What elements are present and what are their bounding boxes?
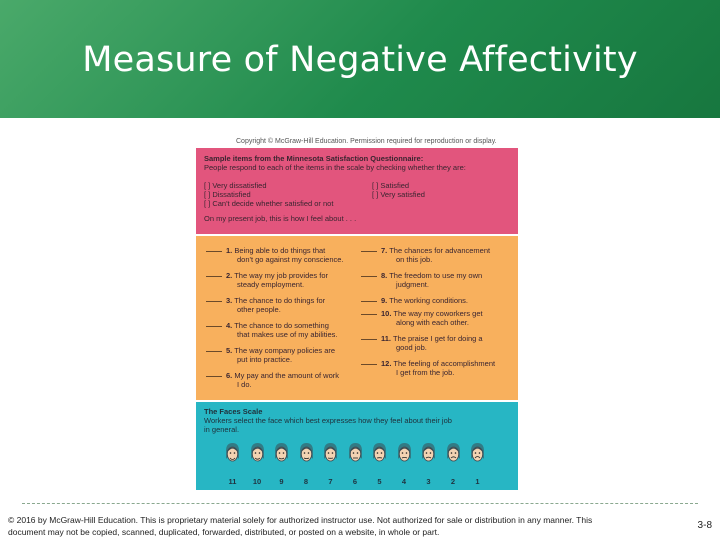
- footer-copyright: © 2016 by McGraw-Hill Education. This is proprietary material solely for authorized instructor use. Not authorized for sale or distribution in any manner. This document may not be copied, scanned, duplicated, forwarded, distributed, or posted on a website, in whole or part.: [8, 515, 593, 537]
- page-number: 3-8: [697, 520, 712, 531]
- faces-scale-description-cont: in general.: [204, 425, 240, 434]
- item-7: [361, 246, 490, 255]
- face-icon: [273, 442, 290, 464]
- item-12: [361, 359, 495, 368]
- option-satisfied: [ ] Satisfied: [372, 181, 410, 190]
- item-number: 7.: [381, 246, 388, 255]
- item-number: 3.: [226, 296, 233, 305]
- figure-copyright: Copyright © McGraw-Hill Education. Permission required for reproduction or display.: [236, 138, 497, 145]
- footer-divider: [22, 503, 698, 504]
- item-text: The way my job provides for: [234, 271, 329, 280]
- item-4: [206, 321, 329, 330]
- item-2-cont: steady employment.: [237, 280, 305, 289]
- item-text: The feeling of accomplishment: [393, 359, 496, 368]
- face-icon: [298, 442, 315, 464]
- face-number-label: 9: [279, 477, 284, 486]
- item-text: The way my coworkers get: [393, 309, 483, 318]
- item-text: The chance to do something: [234, 321, 329, 330]
- face-icon: [371, 442, 388, 464]
- face-number-label: 10: [252, 477, 262, 486]
- item-3: [206, 296, 325, 305]
- item-text: The chance to do things for: [234, 296, 326, 305]
- item-number: 12.: [381, 359, 392, 368]
- item-1: [206, 246, 325, 255]
- item-number: 10.: [381, 309, 392, 318]
- item-number: 5.: [226, 346, 233, 355]
- item-5-cont: put into practice.: [237, 355, 293, 364]
- face-icon: [420, 442, 437, 464]
- questionnaire-figure: [196, 148, 518, 488]
- item-number: 6.: [226, 371, 233, 380]
- msq-intro: People respond to each of the items in the scale by checking whether they are:: [204, 163, 466, 172]
- face-icon: [445, 442, 462, 464]
- option-cant-decide: [ ] Can't decide whether satisfied or not: [204, 199, 334, 208]
- item-11-cont: good job.: [396, 343, 427, 352]
- msq-prompt: On my present job, this is how I feel about . . .: [204, 214, 357, 223]
- item-4-cont: that makes use of my abilities.: [237, 330, 338, 339]
- face-number-label: 6: [352, 477, 358, 486]
- item-10: [361, 309, 483, 318]
- faces-scale-description: Workers select the face which best expresses how they feel about their job: [204, 416, 452, 425]
- faces-scale-heading: The Faces Scale: [204, 407, 263, 416]
- item-text: My pay and the amount of work: [234, 371, 339, 380]
- item-number: 11.: [381, 334, 392, 343]
- face-icon: [224, 442, 241, 464]
- item-5: [206, 346, 335, 355]
- item-1-cont: don't go against my conscience.: [237, 255, 344, 264]
- item-text: Being able to do things that: [234, 246, 326, 255]
- face-number-label: 3: [426, 477, 431, 486]
- face-icon: [469, 442, 486, 464]
- face-number-label: 2: [450, 477, 456, 486]
- msq-items-section: [196, 234, 518, 400]
- face-number-label: 4: [401, 477, 407, 486]
- face-number-label: 5: [377, 477, 382, 486]
- item-number: 1.: [226, 246, 233, 255]
- face-number-label: 7: [328, 477, 333, 486]
- slide-title: Measure of Negative Affectivity: [82, 40, 638, 80]
- option-dissatisfied: [ ] Dissatisfied: [204, 190, 251, 199]
- item-number: 8.: [381, 271, 388, 280]
- item-text: The chances for advancement: [389, 246, 491, 255]
- face-icon: [347, 442, 364, 464]
- item-11: [361, 334, 483, 343]
- face-icon: [249, 442, 266, 464]
- item-12-cont: I get from the job.: [396, 368, 455, 377]
- item-text: The working conditions.: [389, 296, 469, 305]
- item-number: 2.: [226, 271, 233, 280]
- face-icon: [322, 442, 339, 464]
- item-9: [361, 296, 468, 305]
- face-icon: [396, 442, 413, 464]
- faces-scale-section: [196, 400, 518, 490]
- item-text: The praise I get for doing a: [392, 334, 483, 343]
- msq-heading: Sample items from the Minnesota Satisfaction Questionnaire:: [204, 154, 424, 163]
- item-3-cont: other people.: [237, 305, 281, 314]
- item-8-cont: judgment.: [396, 280, 429, 289]
- item-text: The way company policies are: [234, 346, 336, 355]
- item-6-cont: I do.: [237, 380, 252, 389]
- item-6: [206, 371, 339, 380]
- face-number-label: 11: [228, 477, 237, 486]
- item-number: 9.: [381, 296, 388, 305]
- item-2: [206, 271, 328, 280]
- option-very-satisfied: [ ] Very satisfied: [372, 190, 425, 199]
- item-10-cont: along with each other.: [396, 318, 469, 327]
- faces-row: [224, 442, 494, 466]
- face-number-label: 8: [303, 477, 309, 486]
- item-number: 4.: [226, 321, 233, 330]
- msq-intro-section: [196, 148, 518, 234]
- item-7-cont: on this job.: [396, 255, 433, 264]
- item-8: [361, 271, 482, 280]
- item-text: The freedom to use my own: [389, 271, 483, 280]
- option-very-dissatisfied: [ ] Very dissatisfied: [204, 181, 267, 190]
- face-number-label: 1: [475, 477, 480, 486]
